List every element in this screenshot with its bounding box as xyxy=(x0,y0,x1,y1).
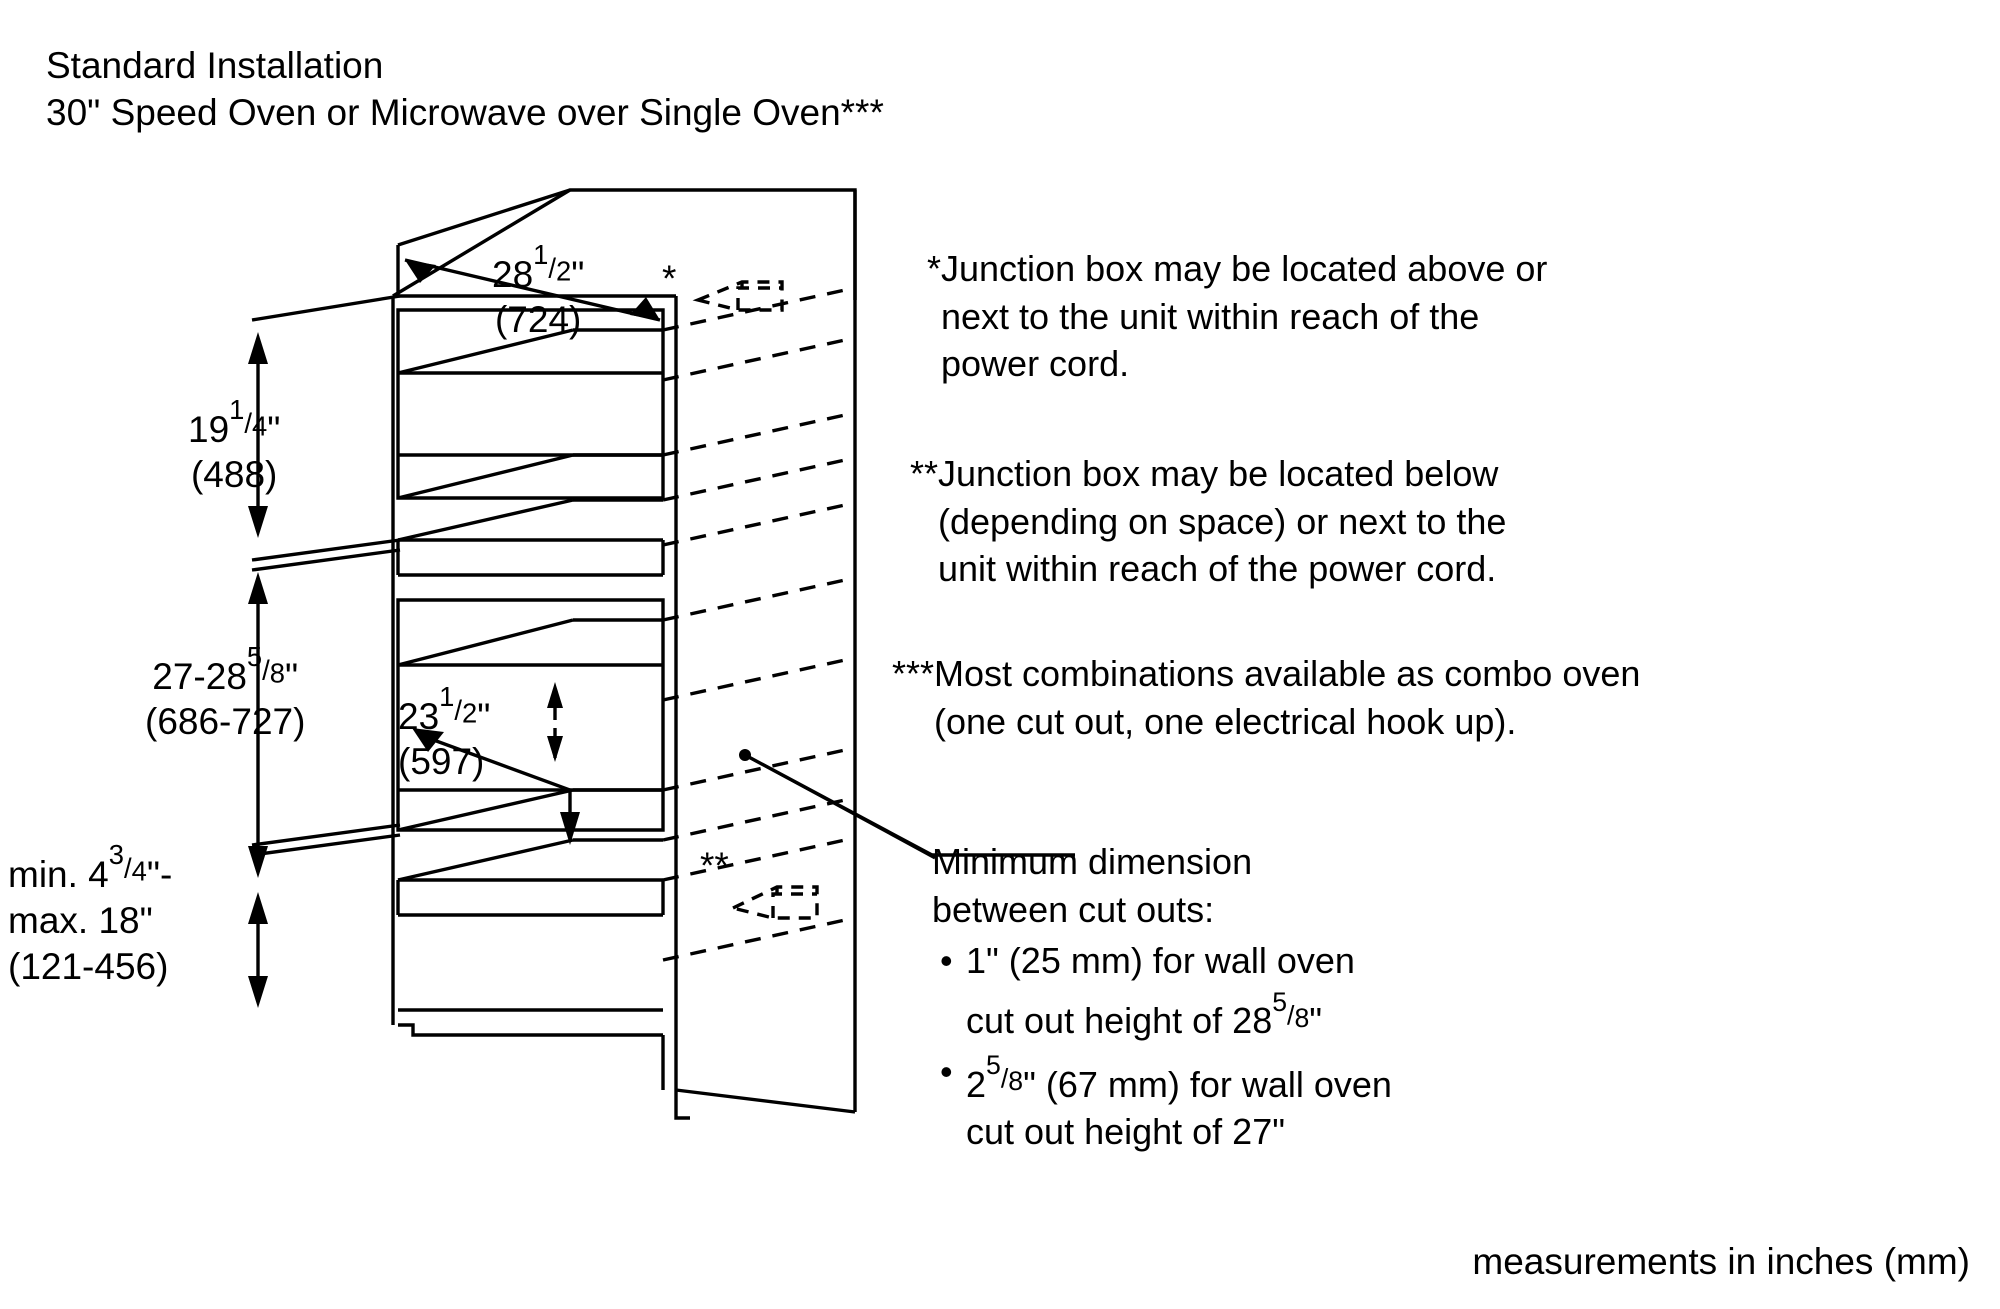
note-junction-below xyxy=(888,450,1506,593)
note-combo-oven xyxy=(862,650,1640,745)
dashed-upper-mid xyxy=(663,340,845,380)
junction-box-upper xyxy=(698,282,782,310)
lower-height-label: 27-285/8" (686-727) xyxy=(145,640,305,744)
cabinet-bottom-right-edge xyxy=(676,1090,855,1112)
lower-cutout-depth-bottom-left xyxy=(398,790,573,830)
lower-height-frac-den: 8 xyxy=(269,657,285,689)
junction-box-lower xyxy=(733,887,817,918)
cabinet-top-left-slope xyxy=(398,190,570,245)
min-dimension-leader-dot xyxy=(739,749,751,761)
base-notch xyxy=(676,1090,690,1118)
note-3-marker: *** xyxy=(891,653,934,694)
dashed-lower-bottom xyxy=(663,750,845,790)
lower-height-unit: " xyxy=(285,655,299,697)
title-line-1: Standard Installation xyxy=(46,45,384,86)
lower-height-mm: (686-727) xyxy=(145,701,306,743)
upper-height-ext-bottom2 xyxy=(252,550,400,570)
bullet-1-line-2: cut out height of 285/8" xyxy=(966,986,1323,1041)
upper-height-frac-num: 1 xyxy=(229,394,245,425)
note-1-line-2: next to the unit within reach of the xyxy=(941,295,1480,337)
note-junction-above xyxy=(905,245,1547,388)
min-dimension-heading-1: Minimum dimension xyxy=(932,841,1253,882)
upper-height-label: 191/4" (488) xyxy=(188,393,280,497)
divider-shelf-depth-left xyxy=(398,500,573,540)
bottom-arrow-bottom xyxy=(248,976,268,1008)
depth-frac-den: 2 xyxy=(462,697,478,729)
base-step-front xyxy=(398,1025,663,1035)
bullet-2-prefix: 2 xyxy=(966,1063,987,1105)
min-dimension-heading-2: between cut outs: xyxy=(932,888,1215,930)
dashed-lower-top xyxy=(663,580,845,620)
cabinet-top-face xyxy=(393,190,855,300)
bullet-dot-icon: • xyxy=(940,940,953,982)
upper-height-unit: " xyxy=(267,408,281,450)
note-3-line-2: (one cut out, one electrical hook up). xyxy=(934,700,1517,742)
bottom-max-label: max. 18" xyxy=(8,899,153,941)
min-dimension-bullet-1 xyxy=(932,937,1392,1044)
depth-mm: (597) xyxy=(398,741,485,783)
title-line-2: 30" Speed Oven or Microwave over Single Oven*** xyxy=(46,92,884,134)
width-frac-num: 1 xyxy=(533,239,549,270)
bottom-min-label: min. 4 xyxy=(8,853,109,895)
bottom-mm: (121-456) xyxy=(8,945,169,987)
gap-arrow-up xyxy=(547,682,563,708)
upper-height-arrow-top xyxy=(248,332,268,364)
note-1-marker: * xyxy=(926,248,941,289)
note-1-line-1: Junction box may be located above or xyxy=(941,248,1548,289)
depth-label: 231/2" (597) xyxy=(398,680,490,784)
width-mm: (724) xyxy=(494,299,582,341)
dashed-divider-top xyxy=(663,460,845,500)
bullet-1-prefix: cut out height of 28 xyxy=(966,999,1273,1041)
note-2-line-1: Junction box may be located below xyxy=(938,453,1499,494)
bottom-clearance-label: min. 43/4"- max. 18" (121-456) xyxy=(8,838,172,990)
depth-value: 23 xyxy=(398,695,440,737)
depth-unit: " xyxy=(477,695,491,737)
upper-height-mm: (488) xyxy=(190,454,278,496)
bottom-min-suffix: "- xyxy=(146,853,173,895)
depth-frac-num: 1 xyxy=(439,681,455,712)
note-1-line-3: power cord. xyxy=(941,343,1130,385)
lower-cutout-depth-left xyxy=(398,620,573,665)
dashed-lower-mid xyxy=(663,660,845,700)
upper-height-ext-bottom xyxy=(252,540,400,560)
dashed-shelf-top xyxy=(663,800,845,840)
upper-height-arrow-bottom xyxy=(248,506,268,538)
dashed-divider-bottom xyxy=(663,505,845,545)
junction-box-lower-marker: ** xyxy=(700,845,729,886)
dashed-shelf-bottom xyxy=(663,840,845,880)
lower-height-frac-num: 5 xyxy=(246,641,263,672)
bullet-1-frac-den: 8 xyxy=(1294,1002,1310,1033)
min-dimension-bullet-2 xyxy=(932,1048,1392,1155)
note-2-marker: ** xyxy=(909,453,938,494)
bullet-2-frac-den: 8 xyxy=(1008,1066,1024,1097)
upper-height-ext-top xyxy=(252,296,400,320)
bullet-1-frac-num: 5 xyxy=(1272,986,1288,1017)
note-2-line-2: (depending on space) or next to the xyxy=(938,500,1507,542)
dashed-upper-top xyxy=(663,290,845,330)
note-min-dimension xyxy=(932,838,1392,1156)
lower-height-value: 27-28 xyxy=(152,655,247,697)
bullet-2-suffix: " (67 mm) for wall oven xyxy=(1023,1063,1392,1105)
footer-units-note: measurements in inches (mm) xyxy=(1472,1241,1970,1282)
junction-box-upper-marker: * xyxy=(662,258,677,299)
upper-height-frac-den: 4 xyxy=(252,410,268,442)
bullet-2-line-1: 25/8" (67 mm) for wall oven xyxy=(966,1050,1392,1105)
min-dimension-bullets xyxy=(932,937,1392,1156)
lower-height-arrow-bottom xyxy=(248,846,268,878)
bullet-1-suffix: " xyxy=(1309,999,1323,1041)
bottom-shelf-depth-left xyxy=(398,840,573,880)
note-2-line-3: unit within reach of the power cord. xyxy=(938,548,1497,590)
bullet-1-line-1: 1" (25 mm) for wall oven xyxy=(966,940,1355,982)
upper-cutout-depth-bottom-left xyxy=(398,455,573,498)
lower-height-ext-bottom2 xyxy=(252,835,400,855)
bullet-dot-icon: • xyxy=(940,1051,953,1093)
lower-height-arrow-top xyxy=(248,572,268,604)
note-3-line-1: Most combinations available as combo oven xyxy=(934,653,1641,694)
width-frac-den: 2 xyxy=(556,255,572,287)
upper-height-value: 19 xyxy=(188,408,230,450)
bottom-min-frac-den: 4 xyxy=(131,855,147,887)
bottom-arrow-top xyxy=(248,892,268,924)
dashed-upper-bottom xyxy=(663,415,845,455)
dashed-base-line xyxy=(663,920,845,960)
width-unit: " xyxy=(571,253,585,295)
bullet-2-line-2: cut out height of 27" xyxy=(966,1111,1286,1153)
width-value: 28 xyxy=(492,253,534,295)
bottom-min-frac-num: 3 xyxy=(108,839,124,870)
width-dimension-label: 281/2" (724) xyxy=(492,238,584,342)
bullet-2-frac-num: 5 xyxy=(986,1050,1001,1081)
lower-height-ext-bottom xyxy=(252,825,400,845)
